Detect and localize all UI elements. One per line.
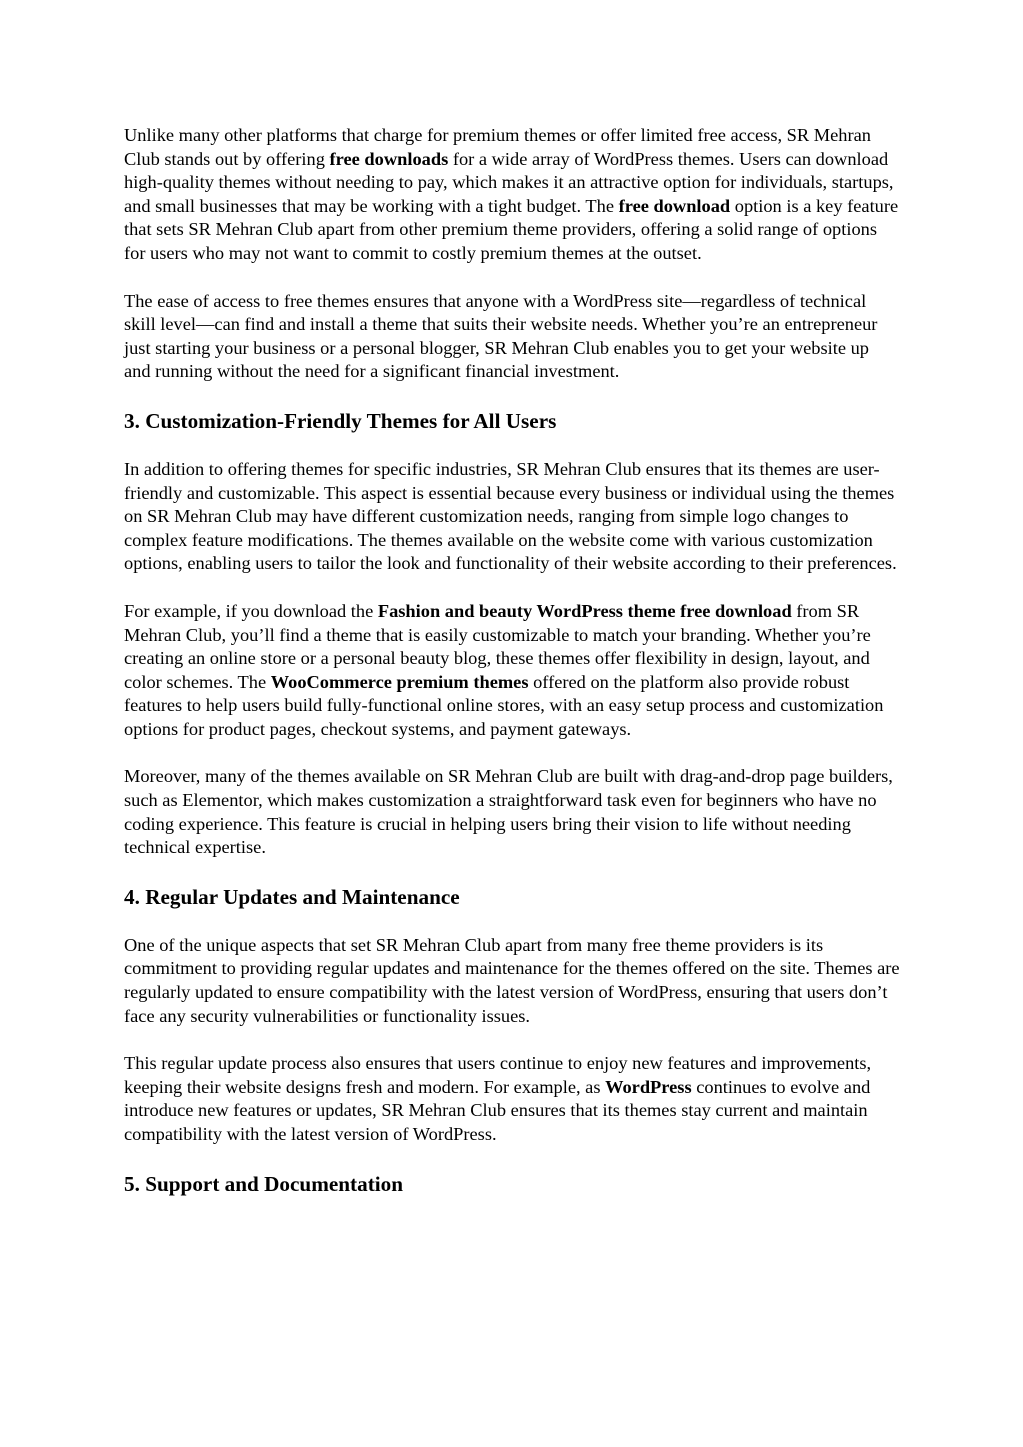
paragraph — [124, 765, 900, 859]
text-run: Unlike many other platforms that charge for premium themes or offer limited free access, SR Mehran Club stands out by offering — [124, 125, 871, 169]
text-run: In addition to offering themes for specific industries, SR Mehran Club ensures that its themes are user-friendly and customizable. This aspect is essential because every business or individual using the themes on SR Mehran Club may have different customization needs, ranging from simple logo changes to complex feature modifications. The themes available on the website come with various customization options, enabling users to tailor the look and functionality of their website according to their preferences. — [124, 458, 897, 574]
text-run: One of the unique aspects that set SR Mehran Club apart from many free theme providers is its commitment to providing regular updates and maintenance for the themes offered on the site. Themes are regularly updated to ensure compatibility with the latest version of WordPress, ensuring that users don’t face any security vulnerabilities or functionality issues. — [124, 934, 900, 1026]
text-run: Moreover, many of the themes available on SR Mehran Club are built with drag-and-drop page builders, such as Elementor, which makes customization a straightforward task even for beginners who have no coding experience. This feature is crucial in helping users bring their vision to life without needing technical expertise. — [124, 766, 893, 858]
text-run: from SR Mehran Club, you’ll find a theme that is easily customizable to match your branding. Whether you’re creating an online store or a personal beauty blog, these themes offer flexibility in design, layout, and color schemes. The — [124, 600, 871, 692]
text-run: for a wide array of WordPress themes. Users can download high-quality themes without needing to pay, which makes it an attractive option for individuals, startups, and small businesses that may be working with a tight budget. The — [124, 148, 894, 216]
bold-text: Fashion and beauty WordPress theme free download — [377, 600, 792, 621]
paragraph — [124, 124, 900, 266]
paragraph — [124, 290, 900, 384]
paragraph — [124, 600, 900, 742]
text-run: offered on the platform also provide robust features to help users build fully-functional online stores, with an easy setup process and customization options for product pages, checkout systems, and payment gateways. — [124, 671, 884, 739]
text-run: continues to evolve and introduce new features or updates, SR Mehran Club ensures that its themes stay current and maintain compatibility with the latest version of WordPress. — [124, 1076, 871, 1144]
text-run: option is a key feature that sets SR Mehran Club apart from other premium theme providers, offering a solid range of options for users who may not want to commit to costly premium themes at the outset. — [124, 195, 899, 263]
text-run: This regular update process also ensures that users continue to enjoy new features and improvements, keeping their website designs fresh and modern. For example, as — [124, 1053, 872, 1097]
paragraph — [124, 934, 900, 1028]
bold-text: free downloads — [329, 148, 449, 169]
bold-text: WooCommerce premium themes — [270, 671, 529, 692]
paragraph — [124, 1052, 900, 1146]
bold-text: WordPress — [605, 1076, 692, 1097]
section-heading: 3. Customization-Friendly Themes for All Users — [124, 408, 557, 433]
text-run: The ease of access to free themes ensures that anyone with a WordPress site—regardless of technical skill level—can find and install a theme that suits their website needs. Whether you’re an entrepreneur just starting your business or a personal blogger, SR Mehran Club enables you to get your website up and running without the need for a significant financial investment. — [124, 290, 878, 382]
bold-text: free download — [618, 195, 731, 216]
section-heading: 4. Regular Updates and Maintenance — [124, 884, 460, 909]
section-heading: 5. Support and Documentation — [124, 1171, 404, 1196]
document-body — [124, 124, 900, 1221]
paragraph — [124, 458, 900, 576]
text-run: For example, if you download the — [124, 600, 378, 621]
